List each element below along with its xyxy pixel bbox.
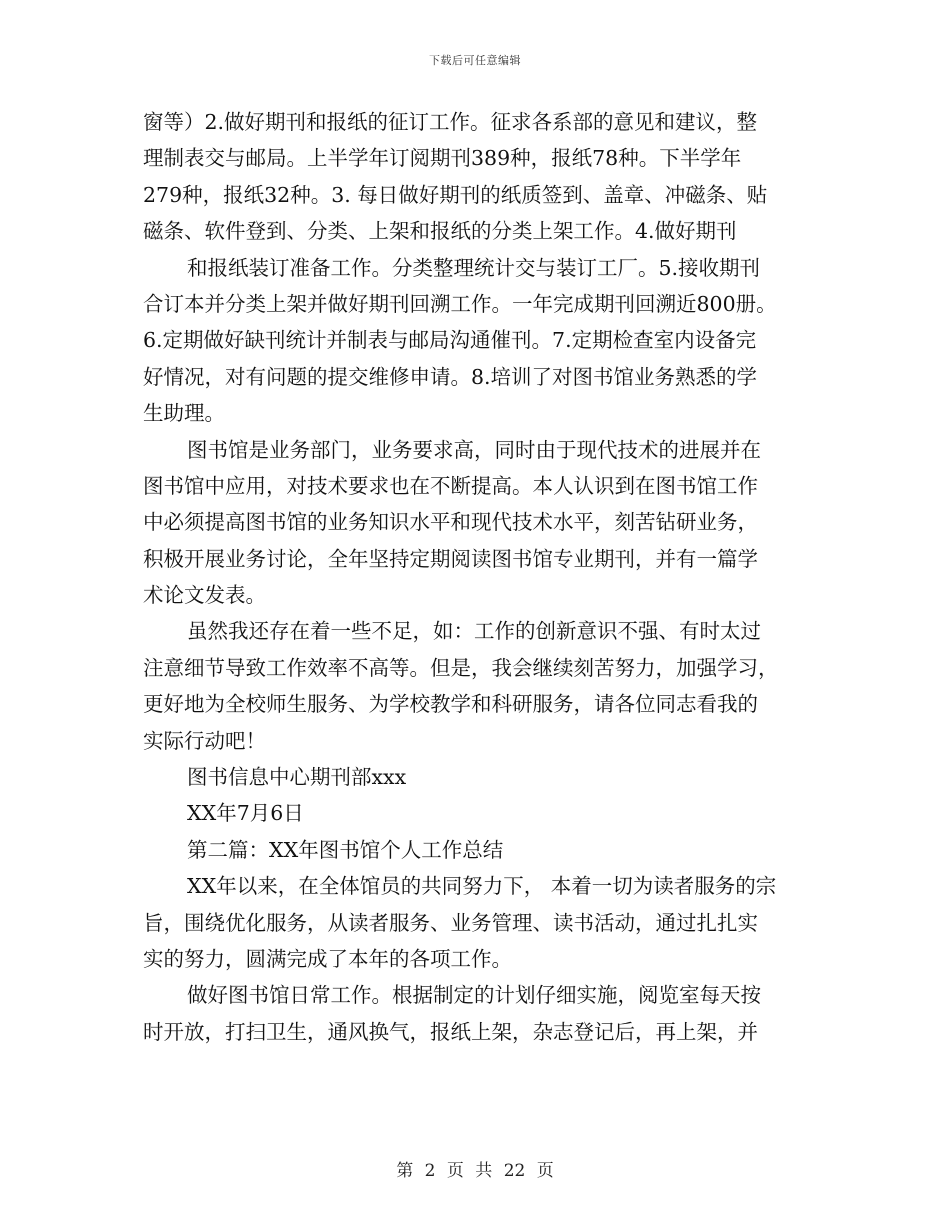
text-line: 时开放，打扫卫生，通风换气，报纸上架，杂志登记后，再上架，并 bbox=[143, 1019, 758, 1044]
text-line: 更好地为全校师生服务、为学校教学和科研服务，请各位同志看我的 bbox=[143, 692, 758, 717]
text-line: 中必须提高图书馆的业务知识水平和现代技术水平，刻苦钻研业务， bbox=[143, 510, 758, 535]
text-line: 生助理。 bbox=[143, 401, 225, 426]
text-line: 实的努力，圆满完成了本年的各项工作。 bbox=[143, 946, 512, 971]
text-line: 图书馆中应用，对技术要求也在不断提高。本人认识到在图书馆工作 bbox=[143, 473, 758, 498]
text-line: 图书馆是业务部门，业务要求高，同时由于现代技术的进展并在 bbox=[187, 437, 761, 462]
text-line: 279种，报纸32种。3. 每日做好期刊的纸质签到、盖章、冲磁条、贴 bbox=[143, 182, 768, 207]
document-body bbox=[143, 104, 815, 1050]
text-line: 好情况，对有问题的提交维修申请。8.培训了对图书馆业务熟悉的学 bbox=[143, 364, 758, 389]
text-line: 积极开展业务讨论，全年坚持定期阅读图书馆专业期刊，并有一篇学 bbox=[143, 546, 758, 571]
text-line: 理制表交与邮局。上半学年订阅期刊389种，报纸78种。下半学年 bbox=[143, 146, 742, 171]
page-header: 下载后可任意编辑 bbox=[429, 54, 521, 67]
text-line: XX年7月6日 bbox=[187, 801, 304, 826]
text-line: 实际行动吧！ bbox=[143, 728, 266, 753]
text-line: 做好图书馆日常工作。根据制定的计划仔细实施，阅览室每天按 bbox=[187, 983, 761, 1008]
text-line: 和报纸装订准备工作。分类整理统计交与装订工厂。5.接收期刊 bbox=[187, 255, 761, 280]
text-line: 术论文发表。 bbox=[143, 583, 266, 608]
text-line: 6.定期做好缺刊统计并制表与邮局沟通催刊。7.定期检查室内设备完 bbox=[143, 328, 757, 353]
page-footer: 第 2 页 共 22 页 bbox=[396, 1161, 554, 1181]
text-line: 磁条、软件登到、分类、上架和报纸的分类上架工作。4.做好期刊 bbox=[143, 219, 737, 244]
text-line: 窗等）2.做好期刊和报纸的征订工作。征求各系部的意见和建议，整 bbox=[143, 110, 758, 134]
text-line: 图书信息中心期刊部xxx bbox=[187, 765, 407, 790]
text-line: 合订本并分类上架并做好期刊回溯工作。一年完成期刊回溯近800册。 bbox=[143, 291, 777, 316]
text-line: 第二篇：XX年图书馆个人工作总结 bbox=[187, 837, 504, 862]
text-line: 注意细节导致工作效率不高等。但是，我会继续刻苦努力，加强学习， bbox=[143, 655, 779, 680]
text-line: 旨，围绕优化服务，从读者服务、业务管理、读书活动，通过扎扎实 bbox=[143, 910, 758, 935]
text-line: 虽然我还存在着一些不足，如：工作的创新意识不强、有时太过 bbox=[187, 619, 761, 644]
text-line: XX年以来，在全体馆员的共同努力下， 本着一切为读者服务的宗 bbox=[187, 874, 777, 899]
